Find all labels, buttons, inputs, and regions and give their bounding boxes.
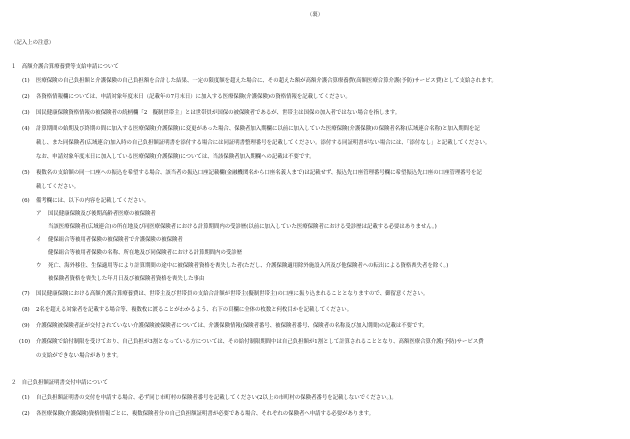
item-text: 複数名の支給額の同一口座への振込を希望する場合、該当者の振込口座記載欄(金融機関名から口座名義人まで)は記載せず、振込先口座管理番号欄に希望振込先口座の口座管理番号を記 <box>36 170 482 176</box>
sub-item-head: 健保組合等被用者保険の被保険者で介護保険の被保険者 <box>48 237 183 243</box>
item-text: の支給ができない場合があります。 <box>36 353 122 359</box>
item-text: 各医療保険(介護保険)資格情報ごとに、複数保険者分の自己負担額証明書が必要である場合、それぞれの保険者へ申請する必要があります。 <box>36 411 374 417</box>
item-text: 各資格情報欄については、申請対象年度末日（記載年の7月末日）に加入する医療保険(介護保険)の資格情報を記載してください。 <box>36 94 351 100</box>
item-text: 載してください。 <box>36 184 80 190</box>
item-text: 備考欄には、以下の内容を記載してください。 <box>36 198 150 204</box>
item-text: 2名を超える対象者を記載する場合等、複数枚に渡ることがわかるよう、右下の頁欄に全体の枚数と何枚目かを記載してください。 <box>36 307 353 313</box>
item-text: 載し、また同保険者(広域連合)加入時の自己負担額証明書を添付する場合には同証明書整理番号を記載してください。添付する同証明書がない場合には、「添付なし」と記載してください。 <box>36 140 491 146</box>
item-text: 医療保険の自己負担額と介護保険の自己負担額を合計した結果、一定の限度額を超えた場合に、その超えた額が高額介護合算療養費(高額医療合算介護(予防)サービス費)として支給されます。 <box>36 78 497 84</box>
item-text: 介護保険被保険者証が交付されていない介護保険被保険者については、介護保険情報(保険者番号、被保険者番号、保険者の名称及び加入期間)の記載は不要です。 <box>36 323 428 329</box>
sub-item-body: 健保組合等被用者保険の名称、所在地及び同保険者における計算期間内の受診歴 <box>48 250 243 256</box>
item-text: 計算期間の始期及び終期の間に加入する医療保険(介護保険)に変更があった場合、保険者加入期欄に以前に加入していた医療保険(介護保険)の保険者名称(広域連合名称)と加入期間を記 <box>36 126 480 132</box>
sub-item-mark: イ <box>36 237 42 243</box>
sub-item-head: 国民健康保険及び後期高齢者医療の被保険者 <box>48 211 156 217</box>
item-text: 自己負担額証明書の交付を申請する場合、必ず同じ市町村の保険者番号を記載してください(2以上の市町村の保険者番号を記載しないでください。)。 <box>36 395 397 401</box>
item-number: (10) <box>19 339 31 345</box>
section-1-title: １ 高額介護合算療養費等支給申請について <box>11 64 119 70</box>
sub-item-mark: ア <box>36 211 42 217</box>
item-number: (8) <box>22 307 30 313</box>
item-text: なお、申請対象年度末日に加入している医療保険(介護保険)については、当該保険者加入期欄への記載は不要です。 <box>36 154 315 160</box>
item-text: 国民健康保険における高額介護合算療養費は、世帯主及び世帯員の支給合計額が世帯主(擬制世帯主)の口座に振り込まれることとなりますので、御留意ください。 <box>36 291 429 297</box>
section-2-title: ２ 自己負担額証明書交付申請について <box>11 380 108 386</box>
item-number: (6) <box>22 198 30 204</box>
page-marker: （裏） <box>306 12 324 18</box>
item-number: (4) <box>22 126 30 132</box>
item-text: 介護保険で給付制限を受けており、自己負担が3割となっている方については、その給付制限期間中は自己負担額が1割として計算されることとなり、高額医療合算介護(予防)サービス費 <box>36 339 484 345</box>
sub-item-head: 死亡、海外移住、生保適用等により計算期間の途中に被保険者資格を喪失した者(ただし、介護保険適用除外施設入所及び他保険者への転出による資格喪失者を除く。) <box>48 263 449 269</box>
sub-item-body: 当該医療保険者(広域連合)の所在地及び同医療保険者における計算期間内の受診歴(以前に加入していた医療保険者における受診歴は記載する必要はありません。) <box>48 224 437 230</box>
sub-item-body: 被保険者資格を喪失した年月日及び被保険者資格を喪失した事由 <box>48 276 205 282</box>
item-number: (2) <box>22 411 30 417</box>
item-number: (9) <box>22 323 30 329</box>
item-number: (1) <box>22 78 30 84</box>
item-number: (3) <box>22 110 30 116</box>
item-text: 国民健康保険資格情報の被保険者の続柄欄「2 擬制世帯主」とは世帯員が国保の被保険者であるが、世帯主は国保の加入者ではない場合を指します。 <box>36 110 401 116</box>
notes-heading: （記入上の注意） <box>11 40 55 46</box>
item-number: (2) <box>22 94 30 100</box>
item-number: (7) <box>22 291 30 297</box>
item-number: (5) <box>22 170 30 176</box>
item-number: (1) <box>22 395 30 401</box>
sub-item-mark: ウ <box>36 263 42 269</box>
